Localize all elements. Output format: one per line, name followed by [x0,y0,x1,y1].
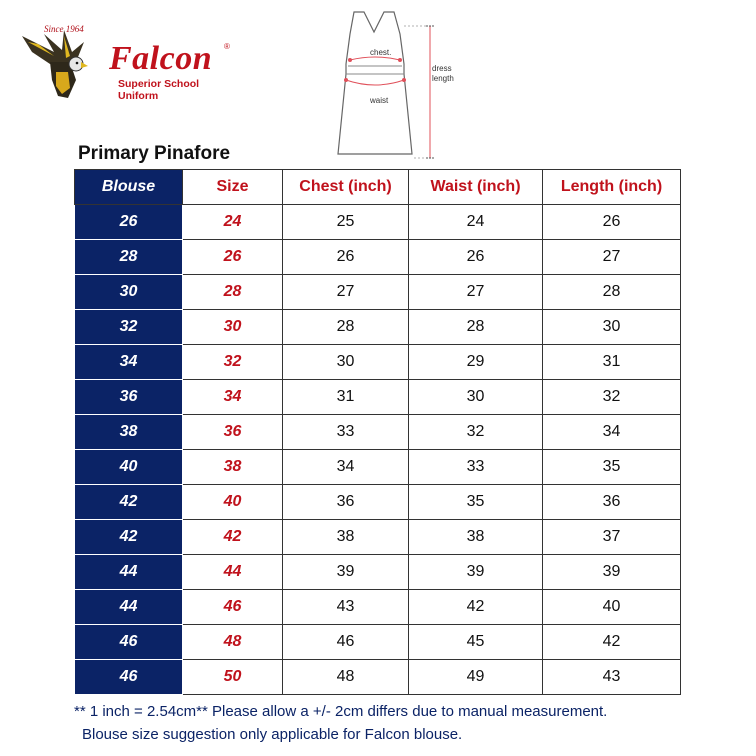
cell-length: 31 [543,345,681,380]
cell-blouse: 42 [75,485,183,520]
table-row [75,345,681,380]
cell-waist: 35 [409,485,543,520]
cell-chest: 31 [283,380,409,415]
table-row [75,520,681,555]
dress-length-label-1: dress [432,64,452,73]
cell-blouse: 26 [75,205,183,240]
cell-chest: 28 [283,310,409,345]
logo-registered-mark: ® [224,42,230,51]
logo-tagline: Since 1964 [44,24,84,34]
cell-chest: 39 [283,555,409,590]
cell-length: 34 [543,415,681,450]
note-blouse-suggestion: Blouse size suggestion only applicable for Falcon blouse. [82,726,463,743]
logo-brand-name: Falcon [109,40,213,77]
cell-size: 50 [183,660,283,695]
cell-waist: 33 [409,450,543,485]
cell-chest: 43 [283,590,409,625]
cell-chest: 27 [283,275,409,310]
cell-blouse: 34 [75,345,183,380]
cell-length: 30 [543,310,681,345]
table-row [75,275,681,310]
cell-chest: 36 [283,485,409,520]
note-conversion: ** 1 inch = 2.54cm** Please allow a +/- 2cm differs due to manual measurement. [74,703,608,720]
cell-length: 42 [543,625,681,660]
cell-length: 27 [543,240,681,275]
cell-size: 32 [183,345,283,380]
cell-blouse: 46 [75,625,183,660]
cell-chest: 34 [283,450,409,485]
cell-chest: 46 [283,625,409,660]
dress-measurement-diagram [334,4,464,168]
table-row [75,590,681,625]
cell-blouse: 32 [75,310,183,345]
cell-length: 35 [543,450,681,485]
cell-chest: 26 [283,240,409,275]
cell-blouse: 40 [75,450,183,485]
cell-blouse: 44 [75,555,183,590]
cell-waist: 39 [409,555,543,590]
table-row [75,310,681,345]
cell-length: 43 [543,660,681,695]
cell-size: 46 [183,590,283,625]
cell-waist: 30 [409,380,543,415]
cell-blouse: 46 [75,660,183,695]
cell-blouse: 38 [75,415,183,450]
cell-chest: 25 [283,205,409,240]
table-row [75,625,681,660]
cell-blouse: 28 [75,240,183,275]
cell-size: 34 [183,380,283,415]
cell-blouse: 44 [75,590,183,625]
cell-blouse: 36 [75,380,183,415]
cell-chest: 30 [283,345,409,380]
header-blouse: Blouse [75,170,183,205]
page-title: Primary Pinafore [78,143,231,164]
cell-blouse: 42 [75,520,183,555]
table-row [75,450,681,485]
cell-length: 32 [543,380,681,415]
brand-logo [14,22,229,102]
table-row [75,205,681,240]
cell-waist: 24 [409,205,543,240]
cell-size: 40 [183,485,283,520]
cell-length: 40 [543,590,681,625]
cell-waist: 28 [409,310,543,345]
cell-chest: 38 [283,520,409,555]
cell-size: 24 [183,205,283,240]
cell-size: 26 [183,240,283,275]
cell-length: 37 [543,520,681,555]
table-row [75,660,681,695]
cell-length: 39 [543,555,681,590]
header-length: Length (inch) [543,170,681,205]
cell-size: 36 [183,415,283,450]
table-row [75,555,681,590]
cell-chest: 33 [283,415,409,450]
cell-waist: 49 [409,660,543,695]
cell-waist: 42 [409,590,543,625]
header-size: Size [183,170,283,205]
logo-slogan: Superior School Uniform [118,78,200,102]
falcon-bird-icon [14,22,104,102]
table-row [75,415,681,450]
cell-length: 36 [543,485,681,520]
cell-size: 42 [183,520,283,555]
cell-waist: 27 [409,275,543,310]
cell-size: 48 [183,625,283,660]
dress-length-label-2: length [432,74,454,83]
cell-length: 26 [543,205,681,240]
cell-size: 30 [183,310,283,345]
chest-label: chest. [370,48,392,57]
pinafore-dress-illustration [334,4,464,168]
header-chest: Chest (inch) [283,170,409,205]
cell-waist: 32 [409,415,543,450]
table-row [75,380,681,415]
cell-waist: 38 [409,520,543,555]
table-row [75,240,681,275]
table-row [75,485,681,520]
header-waist: Waist (inch) [409,170,543,205]
cell-waist: 26 [409,240,543,275]
cell-length: 28 [543,275,681,310]
cell-size: 38 [183,450,283,485]
cell-waist: 29 [409,345,543,380]
cell-blouse: 30 [75,275,183,310]
cell-chest: 48 [283,660,409,695]
cell-size: 44 [183,555,283,590]
cell-size: 28 [183,275,283,310]
waist-label: waist [370,96,389,105]
size-chart-table [74,169,681,695]
cell-waist: 45 [409,625,543,660]
table-header-row [75,170,681,205]
